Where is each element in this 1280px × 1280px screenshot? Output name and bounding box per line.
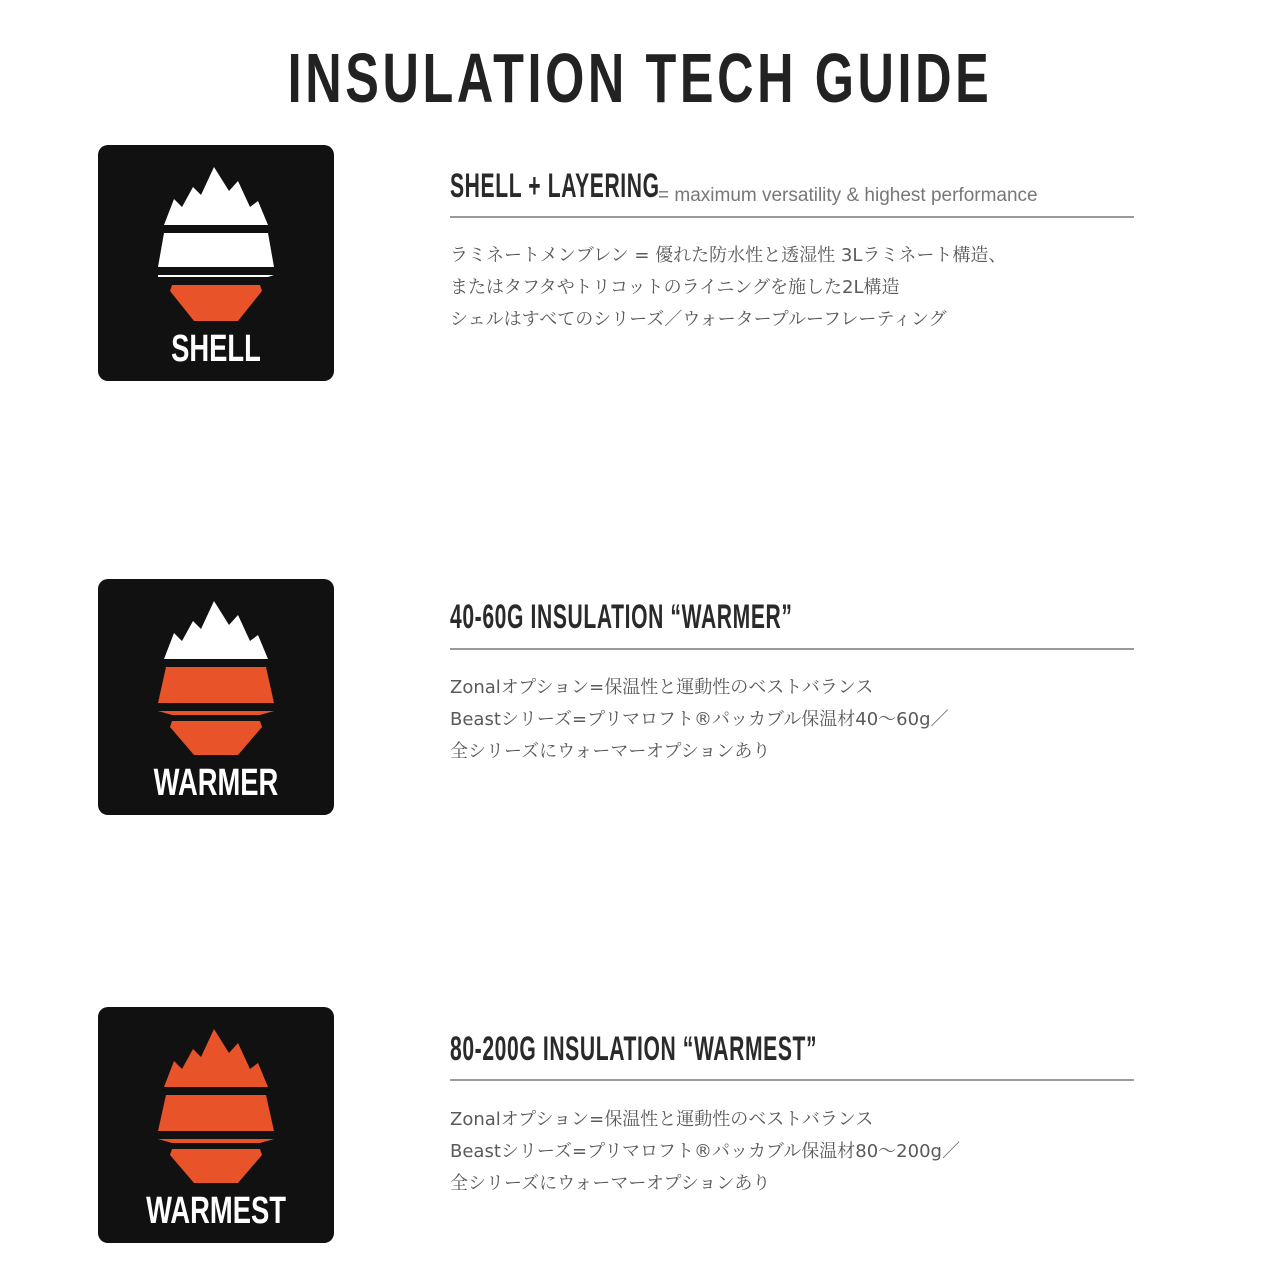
description-line: Beastシリーズ=プリマロフト®パッカブル保温材40～60g／	[450, 709, 949, 730]
section-divider	[450, 1079, 1134, 1081]
description-line: Zonalオプション=保温性と運動性のベストバランス	[450, 677, 874, 698]
description-line: 全シリーズにウォーマーオプションあり	[450, 1173, 771, 1194]
warmer-badge	[98, 579, 334, 815]
section-heading-warmest	[450, 1029, 1042, 1075]
section-heading-warmer	[450, 597, 1002, 643]
section-description-warmer	[450, 672, 1150, 768]
description-line: Zonalオプション=保温性と運動性のベストバランス	[450, 1109, 874, 1130]
heading-title: 80-200G INSULATION “WARMEST”	[450, 1030, 818, 1068]
description-line: ラミネートメンブレン = 優れた防水性と透湿性 3Lラミネート構造、	[450, 245, 1007, 266]
warmest-badge	[98, 1007, 334, 1243]
description-line: シェルはすべてのシリーズ／ウォータープルーフレーティング	[450, 309, 947, 330]
shell-badge	[98, 145, 334, 381]
section-heading-shell	[450, 166, 1038, 212]
description-line: 全シリーズにウォーマーオプションあり	[450, 741, 771, 762]
section-description-shell	[450, 240, 1150, 336]
heading-title: 40-60G INSULATION “WARMER”	[450, 598, 793, 636]
badge-label-warmer: WARMER	[153, 762, 279, 804]
badge-label-shell: SHELL	[171, 328, 261, 370]
section-description-warmest	[450, 1104, 1150, 1200]
description-line: またはタフタやトリコットのライニングを施した2L構造	[450, 277, 900, 298]
page-title: INSULATION TECH GUIDE	[287, 39, 993, 117]
section-divider	[450, 648, 1134, 650]
heading-tagline: = maximum versatility & highest performance	[658, 185, 1038, 206]
section-divider	[450, 216, 1134, 218]
heading-title: SHELL + LAYERING	[450, 167, 660, 205]
badge-label-warmest: WARMEST	[146, 1190, 286, 1232]
description-line: Beastシリーズ=プリマロフト®パッカブル保温材80～200g／	[450, 1141, 960, 1162]
